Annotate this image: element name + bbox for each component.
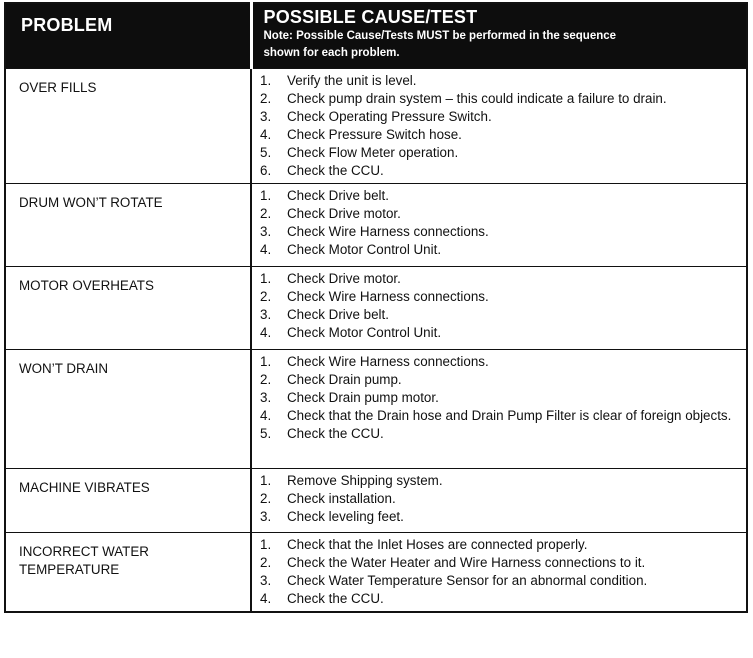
step-text: Check Drain pump.	[287, 372, 402, 387]
cause-step	[260, 572, 742, 590]
step-text: Check Wire Harness connections.	[287, 289, 489, 304]
step-number: 4.	[260, 591, 272, 606]
problem-label: MACHINE VIBRATES	[19, 480, 150, 495]
cause-step	[260, 270, 742, 288]
cause-steps-list	[260, 72, 742, 180]
cause-cell	[251, 69, 747, 184]
problem-cell	[5, 469, 251, 533]
cause-step	[260, 536, 742, 554]
step-number: 1.	[260, 473, 272, 488]
step-text: Check pump drain system – this could indicate a failure to drain.	[287, 91, 667, 106]
step-text: Check installation.	[287, 491, 396, 506]
step-text: Verify the unit is level.	[287, 73, 417, 88]
cause-cell	[251, 469, 747, 533]
step-text: Check Operating Pressure Switch.	[287, 109, 492, 124]
cause-step	[260, 490, 742, 508]
cause-header: POSSIBLE CAUSE/TEST	[263, 7, 478, 27]
step-text: Check Pressure Switch hose.	[287, 127, 462, 142]
cause-cell	[251, 184, 747, 267]
table-row	[5, 469, 747, 533]
step-text: Check Drain pump motor.	[287, 390, 439, 405]
problem-cell	[5, 69, 251, 184]
problem-label: INCORRECT WATER	[19, 544, 149, 559]
cause-step	[260, 324, 742, 342]
step-number: 1.	[260, 354, 272, 369]
table-row	[5, 267, 747, 350]
step-text: Check Drive motor.	[287, 271, 401, 286]
step-text: Check the Water Heater and Wire Harness connections to it.	[287, 555, 646, 570]
step-text: Check the CCU.	[287, 163, 384, 178]
step-number: 3.	[260, 307, 272, 322]
table-row	[5, 533, 747, 613]
troubleshooting-chart	[4, 2, 746, 613]
cause-steps-list	[260, 187, 742, 259]
problem-label: TEMPERATURE	[19, 562, 120, 577]
step-number: 3.	[260, 509, 272, 524]
step-text: Check Water Temperature Sensor for an abnormal condition.	[287, 573, 648, 588]
step-text: Check leveling feet.	[287, 509, 404, 524]
step-number: 1.	[260, 188, 272, 203]
step-number: 1.	[260, 537, 272, 552]
cause-steps-list	[260, 536, 742, 608]
cause-step	[260, 353, 742, 371]
step-number: 3.	[260, 573, 272, 588]
cause-step	[260, 187, 742, 205]
step-number: 1.	[260, 271, 272, 286]
step-text: Check Drive belt.	[287, 307, 389, 322]
problem-header: PROBLEM	[21, 15, 113, 35]
cause-step	[260, 472, 742, 490]
problem-label: MOTOR OVERHEATS	[19, 278, 154, 293]
step-number: 2.	[260, 372, 272, 387]
troubleshooting-table	[4, 2, 748, 613]
step-number: 3.	[260, 390, 272, 405]
sequence-note-line-1: Note: Possible Cause/Tests MUST be performed in the sequence	[263, 30, 617, 42]
cause-cell	[251, 267, 747, 350]
cause-step	[260, 108, 742, 126]
table-row	[5, 350, 747, 469]
step-text: Check the CCU.	[287, 591, 384, 606]
step-number: 4.	[260, 408, 272, 423]
table-body	[5, 69, 747, 613]
step-text: Check Flow Meter operation.	[287, 145, 459, 160]
step-text: Check Drive motor.	[287, 206, 401, 221]
sequence-note-line-2: shown for each problem.	[263, 47, 400, 59]
cause-step	[260, 389, 742, 407]
step-text: Check Motor Control Unit.	[287, 242, 442, 257]
problem-cell	[5, 350, 251, 469]
step-number: 3.	[260, 224, 272, 239]
cause-step	[260, 590, 742, 608]
cause-cell	[251, 533, 747, 613]
cause-step	[260, 72, 742, 90]
step-text: Check that the Inlet Hoses are connected properly.	[287, 537, 588, 552]
cause-step	[260, 371, 742, 389]
table-row	[5, 69, 747, 184]
problem-label: OVER FILLS	[19, 80, 97, 95]
step-number: 2.	[260, 491, 272, 506]
cause-step	[260, 508, 742, 526]
cause-step	[260, 288, 742, 306]
step-number: 4.	[260, 127, 272, 142]
problem-label: WON’T DRAIN	[19, 361, 109, 376]
cause-step	[260, 162, 742, 180]
cause-step	[260, 90, 742, 108]
header-row	[5, 3, 747, 69]
cause-steps-list	[260, 353, 742, 443]
step-number: 2.	[260, 289, 272, 304]
step-text: Check Wire Harness connections.	[287, 354, 489, 369]
step-text: Check Motor Control Unit.	[287, 325, 442, 340]
step-number: 4.	[260, 242, 272, 257]
step-text: Check Drive belt.	[287, 188, 389, 203]
step-number: 6.	[260, 163, 272, 178]
cause-step	[260, 241, 742, 259]
step-number: 2.	[260, 206, 272, 221]
step-number: 4.	[260, 325, 272, 340]
cause-step	[260, 126, 742, 144]
step-text: Check that the Drain hose and Drain Pump Filter is clear of foreign objects.	[287, 408, 732, 423]
step-number: 1.	[260, 73, 272, 88]
cause-step	[260, 205, 742, 223]
problem-cell	[5, 267, 251, 350]
cause-steps-list	[260, 472, 742, 526]
cause-step	[260, 425, 742, 443]
cause-cell	[251, 350, 747, 469]
step-number: 3.	[260, 109, 272, 124]
step-number: 5.	[260, 426, 272, 441]
cause-steps-list	[260, 270, 742, 342]
step-number: 2.	[260, 91, 272, 106]
step-number: 2.	[260, 555, 272, 570]
table-row	[5, 184, 747, 267]
problem-label: DRUM WON’T ROTATE	[19, 195, 163, 210]
problem-header-cell	[5, 3, 251, 69]
cause-header-cell	[251, 3, 747, 69]
cause-step	[260, 554, 742, 572]
cause-step	[260, 407, 742, 425]
step-text: Check Wire Harness connections.	[287, 224, 489, 239]
step-text: Remove Shipping system.	[287, 473, 443, 488]
step-number: 5.	[260, 145, 272, 160]
problem-cell	[5, 533, 251, 613]
cause-step	[260, 223, 742, 241]
cause-step	[260, 306, 742, 324]
step-text: Check the CCU.	[287, 426, 384, 441]
cause-step	[260, 144, 742, 162]
problem-cell	[5, 184, 251, 267]
